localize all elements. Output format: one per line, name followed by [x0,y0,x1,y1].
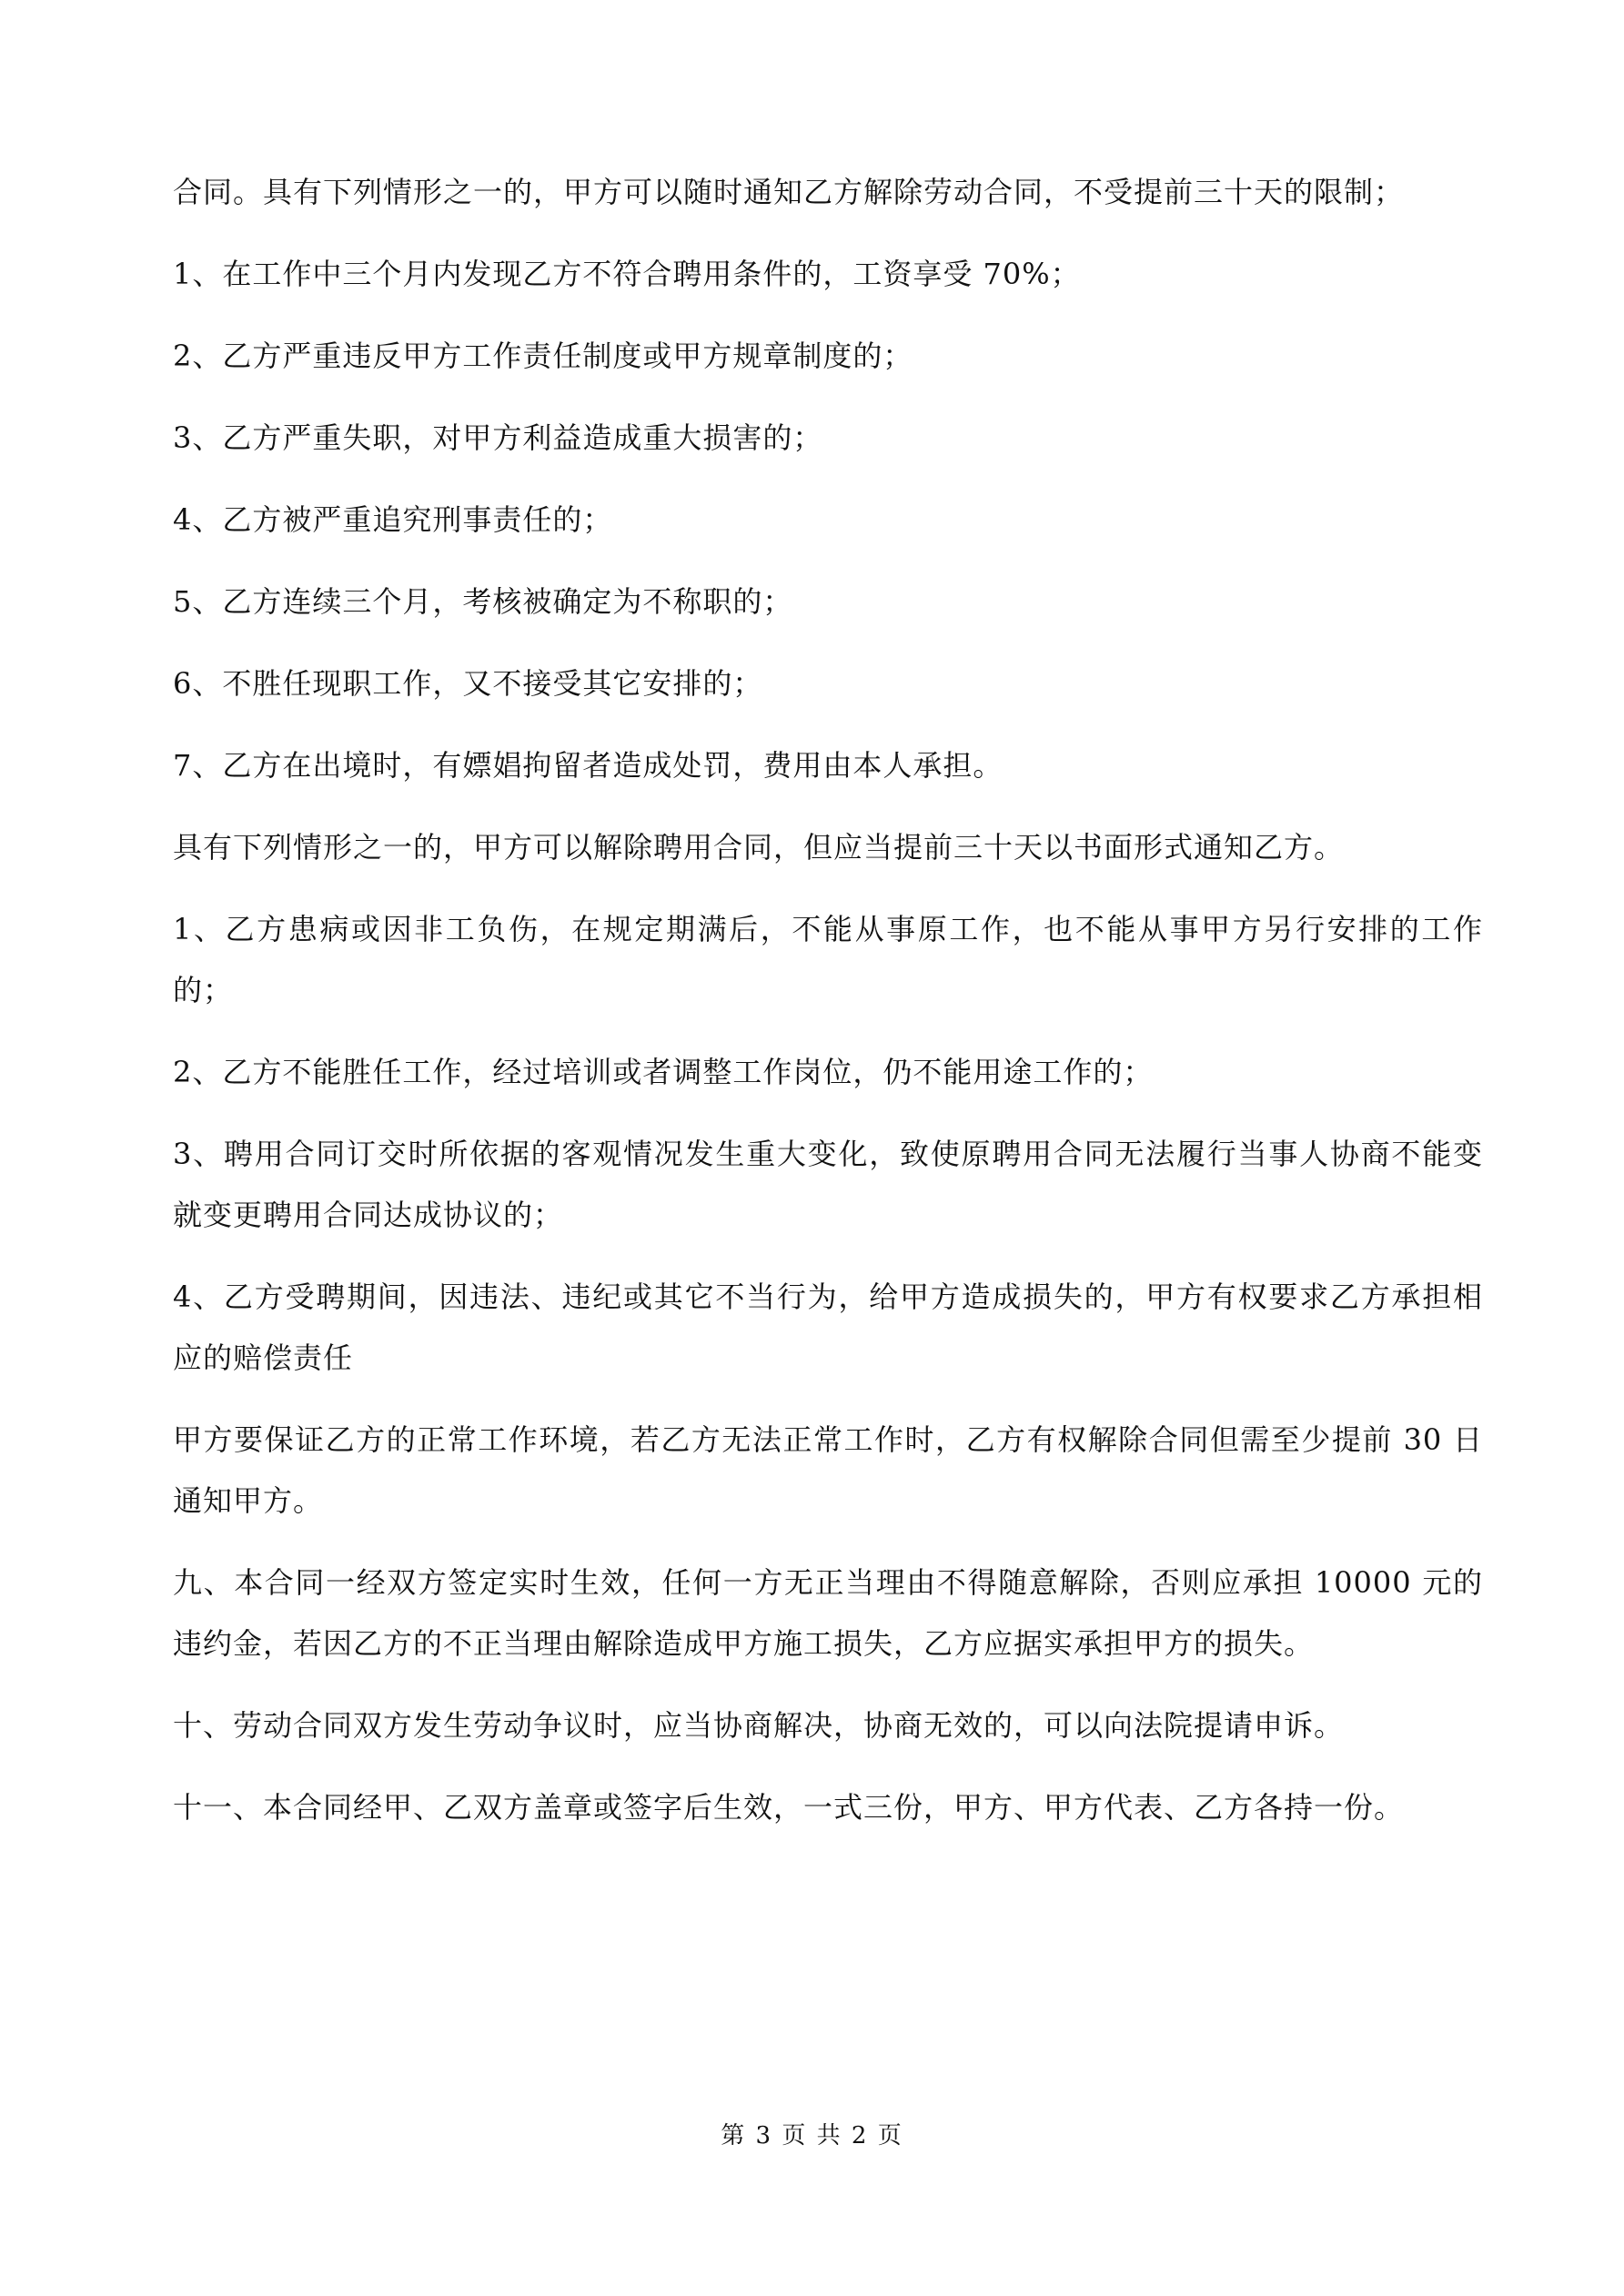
clause-notice-3: 3、聘用合同订交时所依据的客观情况发生重大变化，致使原聘用合同无法履行当事人协商不能变就变更聘用合同达成协议的； [173,1137,1483,1232]
clause-immediate-2: 2、乙方严重违反甲方工作责任制度或甲方规章制度的； [173,339,913,373]
article-nine: 九、本合同一经双方签定实时生效，任何一方无正当理由不得随意解除，否则应承担 10000 元的违约金，若因乙方的不正当理由解除造成甲方施工损失，乙方应据实承担甲方的损失。 [173,1565,1483,1661]
clause-immediate-1: 1、在工作中三个月内发现乙方不符合聘用条件的，工资享受 70%； [173,257,1081,291]
clause-notice-4: 4、乙方受聘期间，因违法、违纪或其它不当行为，给甲方造成损失的，甲方有权要求乙方承担相应的赔偿责任 [173,1279,1483,1375]
document-body [173,162,1483,1859]
clause-notice-1: 1、乙方患病或因非工负伤，在规定期满后，不能从事原工作，也不能从事甲方另行安排的工作的； [173,912,1483,1007]
paragraph-intro: 合同。具有下列情形之一的，甲方可以随时通知乙方解除劳动合同，不受提前三十天的限制； [173,175,1405,209]
clause-immediate-5: 5、乙方连续三个月，考核被确定为不称职的； [173,584,793,619]
article-eleven: 十一、本合同经甲、乙双方盖章或签字后生效，一式三份，甲方、甲方代表、乙方各持一份。 [173,1790,1405,1825]
clause-immediate-4: 4、乙方被严重追究刑事责任的； [173,502,613,537]
clause-notice-2: 2、乙方不能胜任工作，经过培训或者调整工作岗位，仍不能用途工作的； [173,1055,1154,1089]
clause-immediate-6: 6、不胜任现职工作，又不接受其它安排的； [173,666,763,701]
page-number-footer: 第 3 页 共 2 页 [721,2122,903,2149]
article-ten: 十、劳动合同双方发生劳动争议时，应当协商解决，协商无效的，可以向法院提请申诉。 [173,1708,1345,1743]
paragraph-notice-intro: 具有下列情形之一的，甲方可以解除聘用合同，但应当提前三十天以书面形式通知乙方。 [173,830,1345,865]
paragraph-work-environment: 甲方要保证乙方的正常工作环境，若乙方无法正常工作时，乙方有权解除合同但需至少提前 30 日通知甲方。 [173,1422,1483,1518]
clause-immediate-3: 3、乙方严重失职，对甲方利益造成重大损害的； [173,420,823,455]
clause-immediate-7: 7、乙方在出境时，有嫖娼拘留者造成处罚，费用由本人承担。 [173,748,1004,783]
